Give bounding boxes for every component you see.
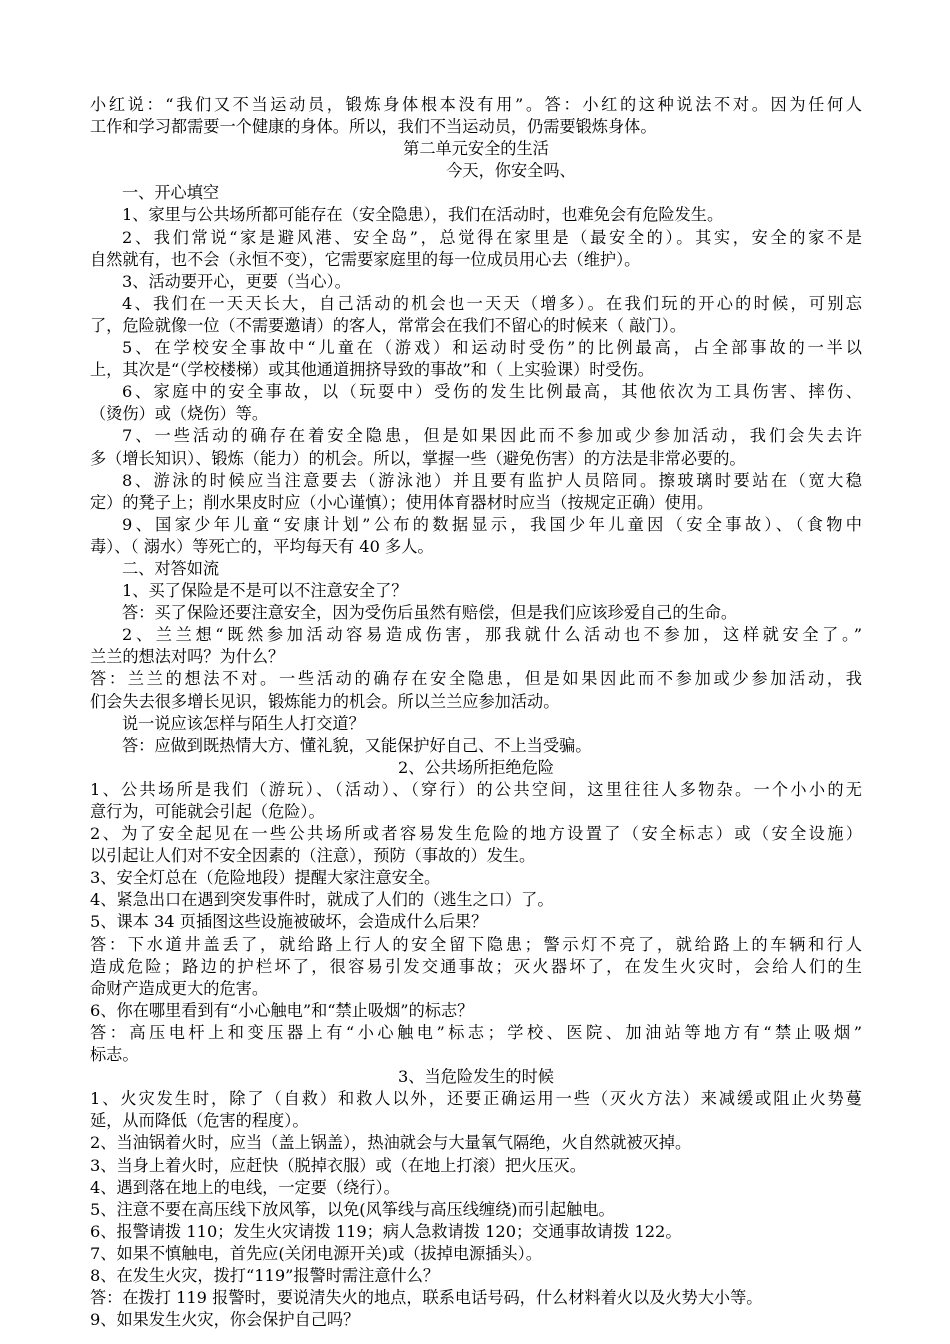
lesson-title: 今天，你安全吗、: [446, 161, 576, 181]
text-line: 答：买了保险还要注意安全，因为受伤后虽然有赔偿，但是我们应该珍爱自己的生命。: [122, 603, 738, 623]
text-line: 8、游泳的时候应当注意要去（游泳池）并且要有监护人员陪同。擦玻璃时要站在（宽大稳: [122, 470, 862, 490]
section-title: 2、公共场所拒绝危险: [398, 757, 554, 777]
text-line: 毒）、（ 溺水）等死亡的，平均每天有 40 多人。: [90, 536, 434, 556]
text-line: 上，其次是“（学校楼梯）或其他通道拥挤导致的事故”和（ 上实验课）时受伤。: [90, 360, 654, 380]
text-line: 1、公共场所是我们（游玩）、（活动）、（穿行）的公共空间，这里往往人多物杂。一个小小的无: [90, 779, 862, 799]
text-line: 说一说应该怎样与陌生人打交道？: [122, 713, 365, 733]
unit-title: 第二单元安全的生活: [403, 139, 549, 159]
section-heading: 二、对答如流: [122, 558, 220, 578]
text-line: 5、课本 34 页插图这些设施被破坏，会造成什么后果？: [90, 912, 488, 932]
text-line: （烫伤）或（烧伤）等。: [90, 404, 269, 424]
text-line: 2、为了安全起见在一些公共场所或者容易发生危险的地方设置了（安全标志）或（安全设施）: [90, 824, 862, 844]
section-heading: 一、开心填空: [122, 183, 220, 203]
text-line: 4、遇到落在地上的电线，一定要（绕行）。: [90, 1177, 400, 1197]
text-line: 2、当油锅着火时，应当（盖上锅盖），热油就会与大量氧气隔绝，火自然就被灭掉。: [90, 1133, 692, 1153]
text-line: 5、在学校安全事故中“儿童在（游戏）和运动时受伤”的比例最高，占全部事故的一半以: [122, 338, 862, 358]
text-line: 6、你在哪里看到有“小心触电”和“禁止吸烟”的标志？: [90, 1000, 474, 1020]
text-line: 5、注意不要在高压线下放风筝，以免(风筝线与高压线缠绕)而引起触电。: [90, 1199, 615, 1219]
text-line: 1、火灾发生时，除了（自救）和救人以外，还要正确运用一些（灭火方法）来减缓或阻止火势蔓: [90, 1089, 862, 1109]
text-line: 标志。: [90, 1045, 139, 1065]
text-line: 7、如果不慎触电，首先应(关闭电源开关)或（拔掉电源插头）。: [90, 1243, 542, 1263]
text-line: 4、我们在一天天长大，自己活动的机会也一天天（增多）。在我们玩的开心的时候，可别忘: [122, 293, 862, 313]
text-line: 答：应做到既热情大方、懂礼貌，又能保护好自己、不上当受骗。: [122, 735, 592, 755]
text-line: 2、我们常说“家是避风港、安全岛”，总觉得在家里是（最安全的）。其实，安全的家不是: [122, 227, 862, 247]
text-line: 工作和学习都需要一个健康的身体。所以，我们不当运动员，仍需要锻炼身体。: [90, 117, 657, 137]
text-line: 命财产造成更大的危害。: [90, 978, 269, 998]
text-line: 了，危险就像一位（不需要邀请）的客人，常常会在我们不留心的时候来（ 敲门）。: [90, 315, 686, 335]
text-line: 小红说：“我们又不当运动员，锻炼身体根本没有用”。答：小红的这种说法不对。因为任何人: [90, 95, 862, 114]
text-line: 6、报警请拨 110；发生火灾请拨 119；病人急救请拨 120；交通事故请拨 122。: [90, 1221, 682, 1241]
text-line: 9、国家少年儿童“安康计划”公布的数据显示，我国少年儿童因（安全事故）、（食物中: [122, 514, 862, 534]
text-line: 6、家庭中的安全事故，以（玩耍中）受伤的发生比例最高，其他依次为工具伤害、摔伤、: [122, 382, 862, 402]
text-line: 1、买了保险是不是可以不注意安全了？: [122, 581, 408, 601]
text-line: 自然就有，也不会（永恒不变），它需要家庭里的每一位成员用心去（维护）。: [90, 249, 641, 269]
text-line: 1、家里与公共场所都可能存在（安全隐患），我们在活动时，也难免会有危险发生。: [122, 205, 724, 225]
text-line: 以引起让人们对不安全因素的（注意），预防（事故的）发生。: [90, 846, 536, 866]
text-line: 答：在拨打 119 报警时，要说清失火的地点，联系电话号码，什么材料着火以及火势大小等。: [90, 1288, 763, 1308]
text-line: 3、活动要开心，更要（当心）。: [122, 271, 351, 291]
text-line: 意行为，可能就会引起（危险）。: [90, 802, 325, 821]
text-line: 2、兰兰想“既然参加活动容易造成伤害，那我就什么活动也不参加，这样就安全了。”: [122, 625, 862, 645]
text-line: 兰兰的想法对吗？为什么？: [90, 647, 285, 667]
text-line: 们会失去很多增长见识，锻炼能力的机会。所以兰兰应参加活动。: [90, 691, 560, 711]
text-line: 9、如果发生火灾，你会保护自己吗？: [90, 1310, 360, 1330]
text-line: 答：兰兰的想法不对。一些活动的确存在安全隐患，但是如果因此而不参加或少参加活动，我: [90, 669, 862, 689]
text-line: 3、安全灯总在（危险地段）提醒大家注意安全。: [90, 868, 441, 888]
text-line: 延，从而降低（危害的程度）。: [90, 1111, 309, 1131]
text-line: 定）的凳子上；削水果皮时应（小心谨慎）；使用体育器材时应当（按规定正确）使用。: [90, 492, 714, 512]
text-line: 7、一些活动的确存在着安全隐患，但是如果因此而不参加或少参加活动，我们会失去许: [122, 426, 862, 446]
section-title: 3、当危险发生的时候: [398, 1067, 554, 1087]
text-line: 答：下水道井盖丢了，就给路上行人的安全留下隐患；警示灯不亮了，就给路上的车辆和行人: [90, 934, 862, 954]
text-line: 3、当身上着火时，应赶快（脱掉衣服）或（在地上打滚）把火压灭。: [90, 1155, 586, 1175]
text-line: 造成危险；路边的护栏坏了，很容易引发交通事故；灭火器坏了，在发生火灾时，会给人们的生: [90, 956, 862, 976]
text-line: 8、在发生火灾，拨打“119”报警时需注意什么？: [90, 1265, 440, 1285]
text-line: 4、紧急出口在遇到突发事件时，就成了人们的（逃生之口）了。: [90, 890, 554, 910]
text-line: 多（增长知识）、锻炼（能力）的机会。所以，掌握一些（避免伤害）的方法是非常必要的。: [90, 448, 746, 468]
text-line: 答：高压电杆上和变压器上有“小心触电”标志；学校、医院、加油站等地方有“禁止吸烟”: [90, 1022, 862, 1042]
